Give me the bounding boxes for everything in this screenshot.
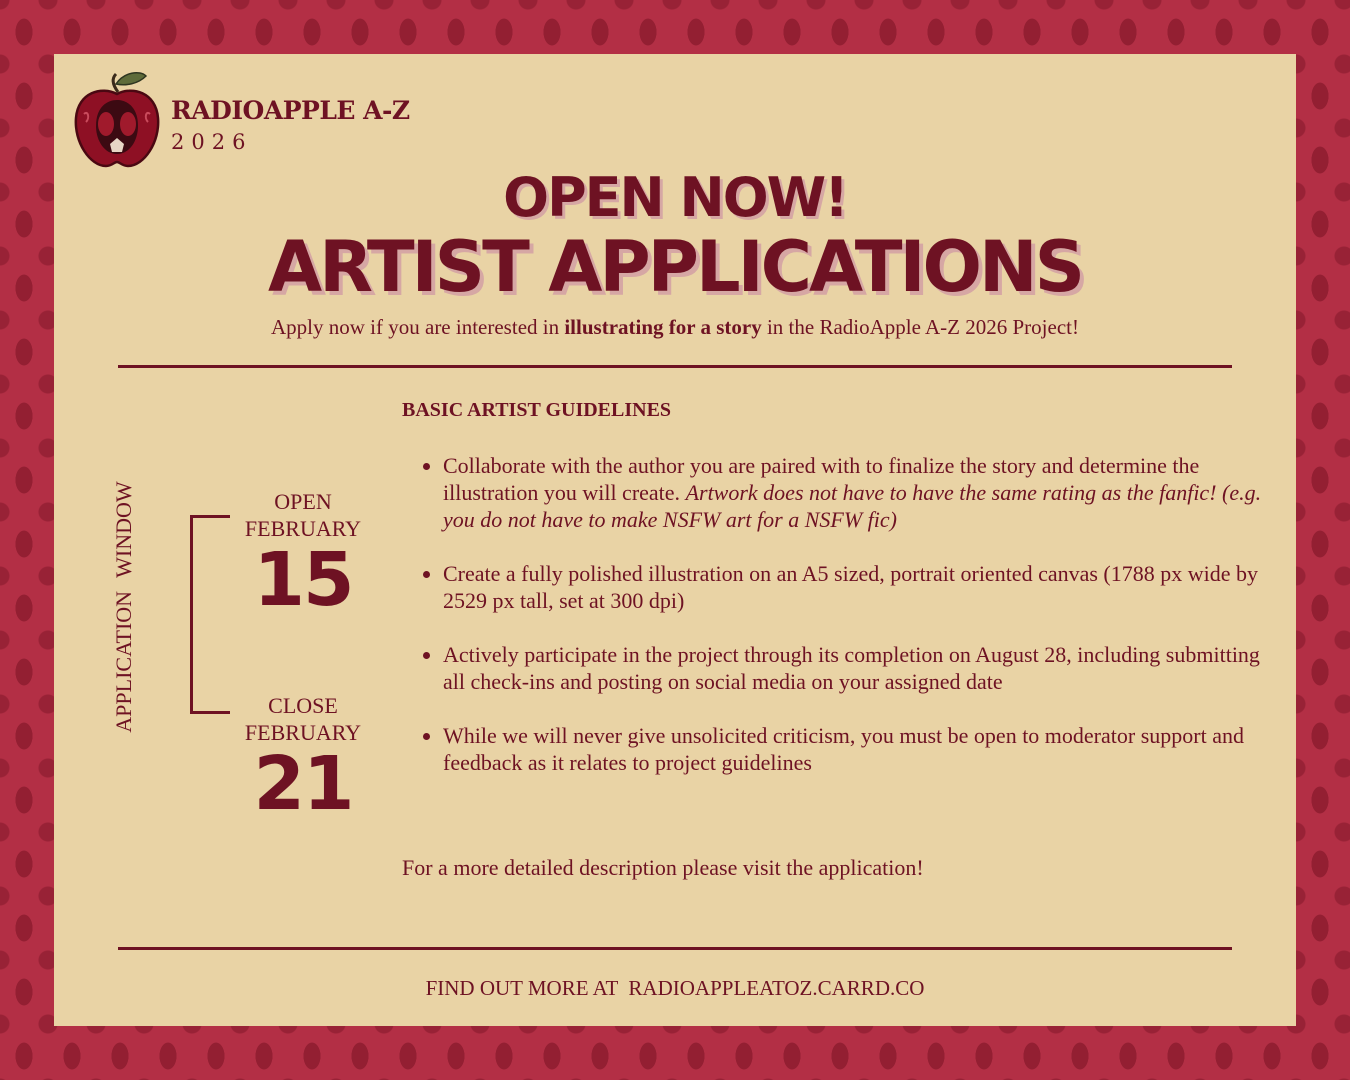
close-month: FEBRUARY <box>244 720 362 745</box>
close-day: 21 <box>253 741 353 827</box>
close-date <box>234 692 372 827</box>
guideline-item <box>443 452 1263 533</box>
window-bracket <box>190 515 230 714</box>
open-date <box>234 488 372 623</box>
guideline-text: Create a fully polished illustration on an A5 sized, portrait oriented canvas (1788 px wide by 2529 px tall, set at 300 dpi) <box>443 561 1259 613</box>
apple-logo-icon <box>72 70 162 170</box>
intro-before: Apply now if you are interested in <box>271 315 565 339</box>
guidelines-list <box>424 452 1263 776</box>
intro-text <box>54 315 1296 340</box>
headline-artist-applications: ARTIST APPLICATIONS <box>267 226 1083 308</box>
divider-top <box>118 365 1232 368</box>
guideline-item <box>443 560 1263 614</box>
open-label: OPEN <box>274 489 332 514</box>
brand-name: RADIOAPPLE A-Z <box>171 96 410 125</box>
guideline-note: Artwork does not have to have the same rating as the fanfic! (e.g. you do not have to make NSFW art for a NSFW fic) <box>443 480 1262 532</box>
open-day: 15 <box>253 537 353 623</box>
brand-year: 2026 <box>171 130 253 154</box>
guideline-text: Actively participate in the project through its completion on August 28, including submitting all check-ins and posting on social media on your assigned date <box>443 642 1260 694</box>
guideline-text: Collaborate with the author you are paired with to finalize the story and determine the illustration you will create. <box>443 453 1200 505</box>
divider-bottom <box>118 947 1232 950</box>
close-label: CLOSE <box>268 693 338 718</box>
application-window-label: APPLICATION WINDOW <box>111 481 136 733</box>
guideline-item <box>443 722 1263 776</box>
intro-after: in the RadioApple A-Z 2026 Project! <box>761 315 1079 339</box>
open-month: FEBRUARY <box>244 516 362 541</box>
footer-link-text[interactable]: FIND OUT MORE AT RADIOAPPLEATOZ.CARRD.CO <box>425 976 925 1000</box>
flyer-panel <box>54 54 1296 1026</box>
more-info-text: For a more detailed description please visit the application! <box>402 855 924 880</box>
guideline-text: While we will never give unsolicited criticism, you must be open to moderator support and feedback as it relates to project guidelines <box>443 723 1244 775</box>
guidelines-title: BASIC ARTIST GUIDELINES <box>402 399 672 421</box>
intro-emphasis: illustrating for a story <box>564 315 762 339</box>
headline-open-now: OPEN NOW! <box>503 166 847 229</box>
guideline-item <box>443 641 1263 695</box>
